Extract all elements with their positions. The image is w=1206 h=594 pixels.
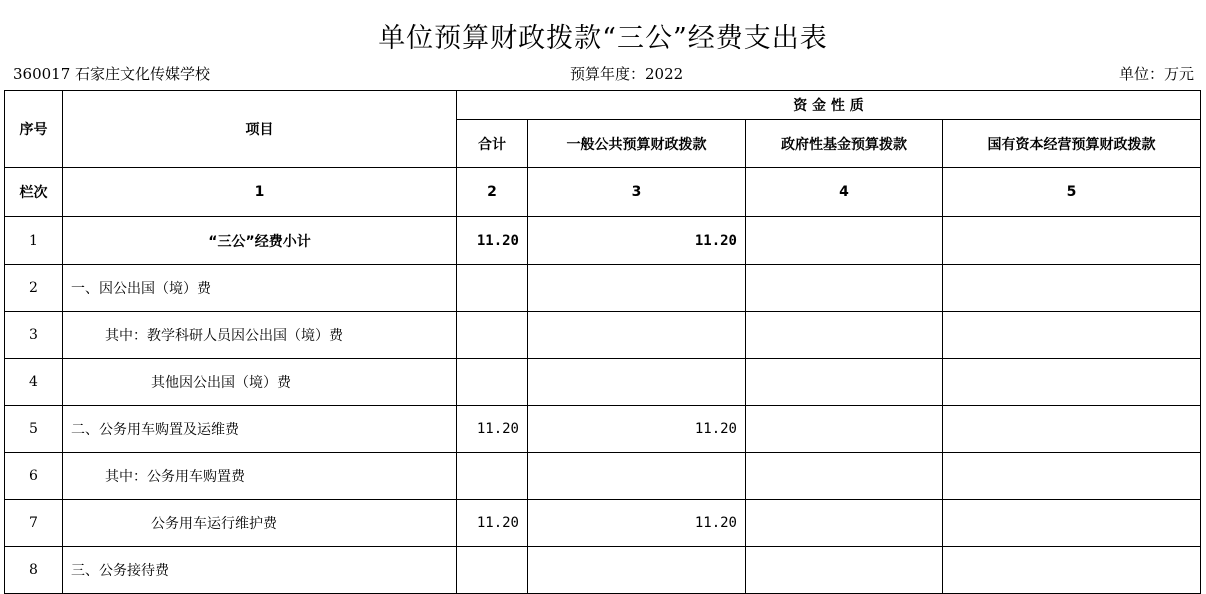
row-item: 二、公务用车购置及运维费 (63, 406, 457, 453)
row-general: 11.20 (528, 217, 746, 265)
table-row (5, 217, 1201, 265)
row-total (457, 359, 528, 406)
row-state-capital (943, 500, 1201, 547)
row-total: 11.20 (457, 406, 528, 453)
table-row (5, 265, 1201, 312)
table-row (5, 547, 1201, 594)
column-index-2: 2 (457, 168, 528, 217)
budget-year: 预算年度：2022 (570, 65, 684, 83)
table-row (5, 453, 1201, 500)
row-total (457, 312, 528, 359)
row-general: 11.20 (528, 500, 746, 547)
row-fund (746, 265, 943, 312)
header-general-budget: 一般公共预算财政拨款 (528, 120, 746, 168)
column-index-5: 5 (943, 168, 1201, 217)
row-seq: 2 (5, 265, 63, 312)
row-total: 11.20 (457, 500, 528, 547)
row-fund (746, 217, 943, 265)
row-seq: 5 (5, 406, 63, 453)
row-seq: 4 (5, 359, 63, 406)
row-general (528, 453, 746, 500)
header-fund-nature: 资 金 性 质 (457, 91, 1201, 120)
row-general (528, 265, 746, 312)
row-item: 其中：公务用车购置费 (63, 453, 457, 500)
row-total (457, 547, 528, 594)
row-state-capital (943, 265, 1201, 312)
table-row (5, 406, 1201, 453)
header-seq: 序号 (5, 91, 63, 168)
row-fund (746, 406, 943, 453)
row-total (457, 453, 528, 500)
column-index-4: 4 (746, 168, 943, 217)
header-row-1 (5, 91, 1201, 120)
header-state-capital: 国有资本经营预算财政拨款 (943, 120, 1201, 168)
column-index-row (5, 168, 1201, 217)
row-state-capital (943, 547, 1201, 594)
row-item: “三公”经费小计 (63, 217, 457, 265)
unit-code-name: 360017 石家庄文化传媒学校 (13, 65, 211, 83)
row-seq: 6 (5, 453, 63, 500)
row-item: 一、因公出国（境）费 (63, 265, 457, 312)
row-general (528, 359, 746, 406)
row-general (528, 312, 746, 359)
row-seq: 8 (5, 547, 63, 594)
row-state-capital (943, 359, 1201, 406)
row-item: 其中：教学科研人员因公出国（境）费 (63, 312, 457, 359)
row-total: 11.20 (457, 217, 528, 265)
row-fund (746, 453, 943, 500)
column-index-1: 1 (63, 168, 457, 217)
row-seq: 3 (5, 312, 63, 359)
expense-table (4, 90, 1201, 594)
header-government-fund: 政府性基金预算拨款 (746, 120, 943, 168)
table-row (5, 500, 1201, 547)
row-total (457, 265, 528, 312)
row-state-capital (943, 217, 1201, 265)
header-total: 合计 (457, 120, 528, 168)
row-fund (746, 359, 943, 406)
row-seq: 1 (5, 217, 63, 265)
row-state-capital (943, 312, 1201, 359)
header-item: 项目 (63, 91, 457, 168)
row-general (528, 547, 746, 594)
table-row (5, 312, 1201, 359)
row-item: 三、公务接待费 (63, 547, 457, 594)
row-state-capital (943, 453, 1201, 500)
row-fund (746, 500, 943, 547)
table-row (5, 359, 1201, 406)
row-fund (746, 312, 943, 359)
row-item: 公务用车运行维护费 (63, 500, 457, 547)
row-general: 11.20 (528, 406, 746, 453)
column-index-3: 3 (528, 168, 746, 217)
row-seq: 7 (5, 500, 63, 547)
page-title: 单位预算财政拨款“三公”经费支出表 (378, 23, 828, 54)
row-state-capital (943, 406, 1201, 453)
currency-unit: 单位：万元 (1118, 65, 1194, 83)
column-index-label: 栏次 (5, 168, 63, 217)
row-fund (746, 547, 943, 594)
row-item: 其他因公出国（境）费 (63, 359, 457, 406)
